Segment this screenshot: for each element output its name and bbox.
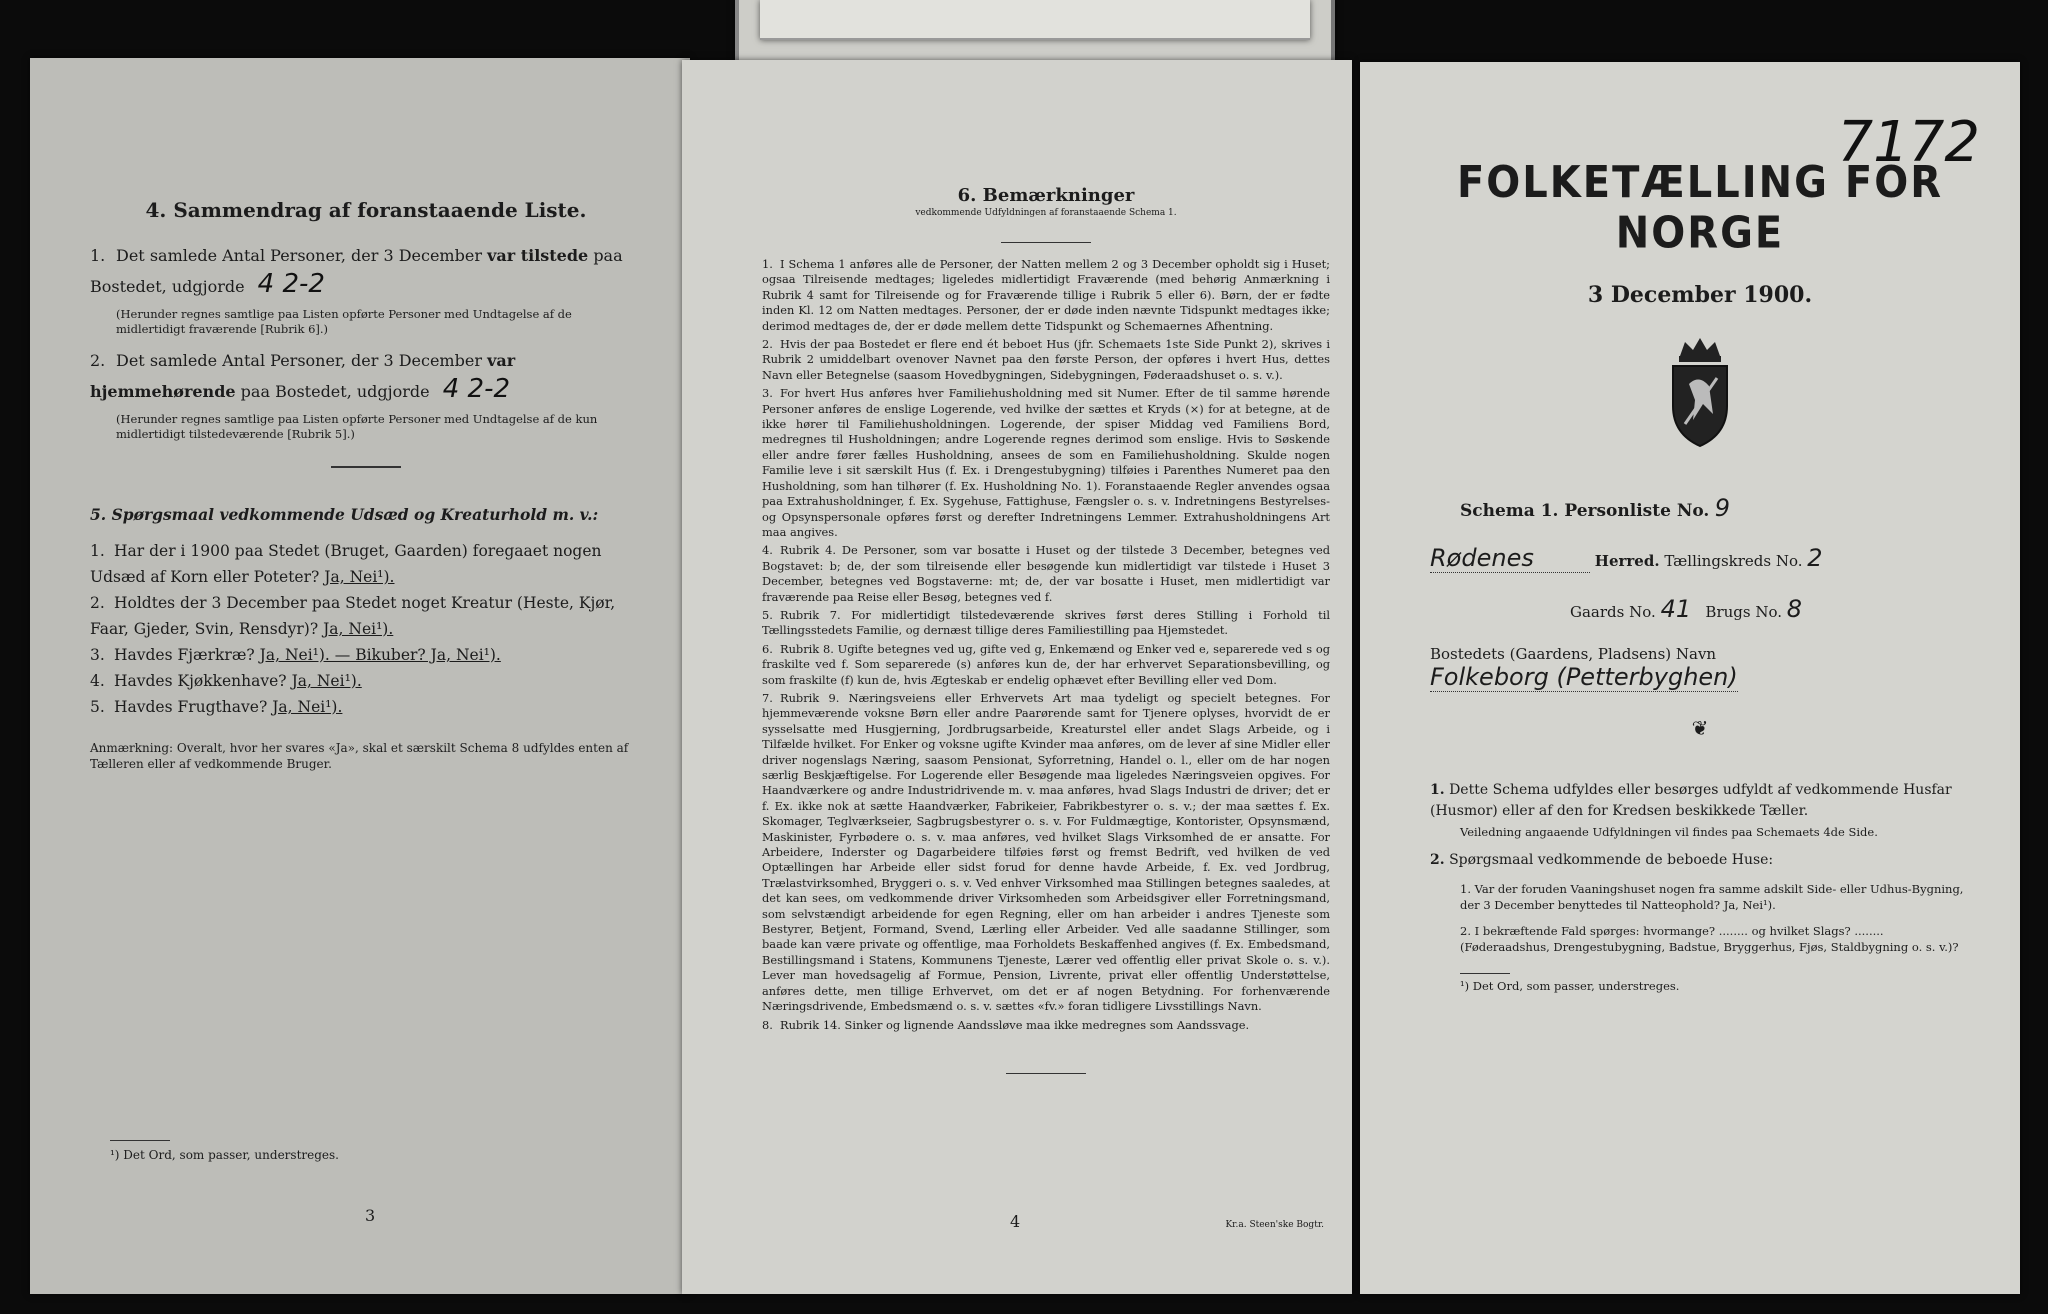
- remarks-list: [762, 257, 1330, 1033]
- footnote-rule: [1460, 973, 1510, 974]
- gaard-number: 41: [1660, 595, 1692, 623]
- footnote-rule: [110, 1140, 170, 1141]
- end-rule: [1006, 1073, 1086, 1074]
- herred-row: Rødenes Herred. Tællingskreds No. 2: [1430, 544, 1823, 572]
- divider: [331, 466, 401, 468]
- summary-item-1: 1. Det samlede Antal Personer, der 3 December var tilstede paa Bostedet, udgjorde 4 2-2: [90, 246, 623, 299]
- questions-heading: 5. Spørgsmaal vedkommende Udsæd og Kreaturhold m. v.:: [90, 505, 599, 524]
- question-2: 2. Holdtes der 3 December paa Stedet noget Kreatur (Heste, Kjør, Faar, Gjeder, Svin, Rensdyr)? Ja, Nei¹).: [90, 594, 616, 638]
- handwritten-count: 4 2-2: [257, 269, 325, 299]
- instruction-2a: 1. Var der foruden Vaaningshuset nogen fra samme adskilt Side- eller Udhus-Bygning, der 3 December benyttedes til Natteophold? Ja, Nei¹).: [1460, 882, 1964, 912]
- right-page: [1360, 62, 2020, 1294]
- page-number: 4: [1010, 1212, 1021, 1231]
- footnote: ¹) Det Ord, som passer, understreges.: [110, 1148, 339, 1162]
- remark: Anmærkning: Overalt, hvor her svares «Ja», skal et særskilt Schema 8 udfyldes enten af Tælleren eller af vedkommende Bruger.: [90, 741, 629, 771]
- remarks-subtitle: vedkommende Udfyldningen af foranstaaende Schema 1.: [915, 208, 1177, 218]
- remark-item: 5. Rubrik 7. For midlertidigt tilstedeværende skrives først deres Stilling i Forhold til Tællingsstedets Familie, og dernæst tillige deres Familiestilling paa Hjemstedet.: [762, 607, 1330, 638]
- remarks-title: 6. Bemærkninger: [957, 185, 1135, 206]
- bosted-value: Folkeborg (Petterbyghen): [1430, 663, 1738, 691]
- back-page-edge-inner: [760, 0, 1310, 40]
- instruction-2: 2. Spørgsmaal vedkommende de beboede Huse:: [1430, 852, 1774, 868]
- bosted-row: Bostedets (Gaardens, Pladsens) Navn Folkeborg (Petterbyghen): [1430, 645, 1738, 691]
- remark-item: 3. For hvert Hus anføres hver Familiehusholdning med sit Numer. Efter de til samme hørende Personer anføres de enslige Logerende, ved hvilke der sættes et Kryds (×) for at betegne, at de ikke hører til Familiehusholdningen. Logerende, der spiser Middag ved Familiens Bord, medregnes til Husholdningen; andre Logerende regnes derimod som enslige. Hvis to Søskende eller andre fører fælles Husholdning, ansees de som en Familiehusholdning. Skulde nogen Familie leve i sit særskilt Hus (f. Ex. i Drengestubygning) tilføies i Parenthes Numeret paa den Husholdning, som han tilhører (f. Ex. Husholdning No. 1). Foranstaaende Regler anvendes ogsaa paa Extrahusholdninger, f. Ex. Sygehuse, Fattighuse, Fængsler o. s. v. Indretningens Bestyrelses- og Opsynspersonale opføres først og derefter Indretningens Lemmer. Extrahusholdningens Art maa angives.: [762, 386, 1330, 539]
- gaard-row: Gaards No. 41 Brugs No. 8: [1570, 595, 1803, 623]
- remark-item: 2. Hvis der paa Bostedet er flere end ét beboet Hus (jfr. Schemaets 1ste Side Punkt 2), skrives i Rubrik 2 umiddelbart ovenover Navnet paa den første Person, der opføres i hvert Hus, dettes Navn eller Betegnelse (saasom Hovedbygningen, Sidebygningen, Føderaadshuset o. s. v.).: [762, 337, 1330, 382]
- summary-item-2: 2. Det samlede Antal Personer, der 3 December var hjemmehørende paa Bostedet, udgjorde 4 2-2: [90, 347, 642, 406]
- norwegian-coat-of-arms-icon: [1655, 334, 1745, 454]
- handwritten-count: 4 2-2: [442, 374, 510, 404]
- summary-heading: 4. Sammendrag af foranstaaende Liste.: [145, 198, 587, 222]
- remark-item: 1. I Schema 1 anføres alle de Personer, der Natten mellem 2 og 3 December opholdt sig i Huset; ogsaa Tilreisende medtages; ligeledes midlertidigt Fraværende (med behørig Anmærkning i Rubrik 4 samt for Tilreisende og for Fraværende tillige i Rubrik 5 eller 6). Børn, der er fødte inden Kl. 12 om Natten medtages. Personer, der er døde inden nævnte Tidspunkt medtages ikke; derimod medtages de, der er døde mellem dette Tidspunkt og Schemaernes Afhentning.: [762, 257, 1330, 333]
- question-5: 5. Havdes Frugthave? Ja, Nei¹).: [90, 698, 343, 716]
- summary-note-2: (Herunder regnes samtlige paa Listen opførte Personer med Undtagelse af de kun midlertidigt tilstedeværende [Rubrik 5].): [116, 412, 598, 441]
- instruction-2b: 2. I bekræftende Fald spørges: hvormange? ........ og hvilket Slags? ........ (Føderaadshus, Drengestubygning, Badstue, Bryggerhus, Fjøs, Staldbygning o. s. v.)?: [1460, 924, 1959, 954]
- remark-item: 4. Rubrik 4. De Personer, som var bosatte i Huset og der tilstede 3 December, betegnes ved Bogstavet: b; de, der som tilreisende eller besøgende kun midlertidigt var tilstede i Huset 3 December, betegnes ved Bogstaverne: mt; de, der var bosatte i Huset, men midlertidigt var fraværende paa Reise eller Besøg, betegnes ved f.: [762, 543, 1330, 604]
- fleuron-icon: ❦: [1691, 716, 1709, 740]
- left-page: [30, 58, 690, 1294]
- brug-number: 8: [1786, 595, 1803, 623]
- summary-note-1: (Herunder regnes samtlige paa Listen opførte Personer med Undtagelse af de midlertidigt fraværende [Rubrik 6].): [116, 307, 572, 336]
- instruction-1: 1. Dette Schema udfyldes eller besørges udfyldt af vedkommende Husfar (Husmor) eller af den for Kredsen beskikkede Tæller.: [1430, 782, 1952, 819]
- personliste-number: 9: [1714, 494, 1731, 522]
- herred-value: Rødenes: [1430, 544, 1590, 573]
- census-title: FOLKETÆLLING FOR NORGE: [1456, 157, 1944, 259]
- title-rule: [1001, 242, 1091, 243]
- printer-mark: Kr.a. Steen'ske Bogtr.: [1225, 1220, 1324, 1230]
- census-date: 3 December 1900.: [1587, 282, 1813, 308]
- question-4: 4. Havdes Kjøkkenhave? Ja, Nei¹).: [90, 672, 362, 690]
- remark-item: 8. Rubrik 14. Sinker og lignende Aandssløve maa ikke medregnes som Aandssvage.: [762, 1017, 1250, 1032]
- question-3: 3. Havdes Fjærkræ? Ja, Nei¹). — Bikuber? Ja, Nei¹).: [90, 646, 501, 664]
- middle-page: [682, 60, 1352, 1294]
- remark-item: 6. Rubrik 8. Ugifte betegnes ved ug, gifte ved g, Enkemænd og Enker ved e, separerede ved s og fraskilte ved f. Som separerede (s) anføres kun de, der har erhvervet Separationsbevilling, og som fraskilte (f) kun de, hvis Ægteskab er endelig ophævet efter Bevilling eller ved Dom.: [762, 641, 1330, 687]
- question-1: 1. Har der i 1900 paa Stedet (Bruget, Gaarden) foregaaet nogen Udsæd af Korn eller Poteter? Ja, Nei¹).: [90, 542, 602, 586]
- footnote: ¹) Det Ord, som passer, understreges.: [1460, 979, 1680, 993]
- kreds-number: 2: [1807, 544, 1823, 572]
- page-number: 3: [365, 1206, 376, 1225]
- schema-row: Schema 1. Personliste No. 9: [1460, 494, 1731, 522]
- archive-number: 7172: [1837, 110, 1980, 175]
- remark-item: 7. Rubrik 9. Næringsveiens eller Erhvervets Art maa tydeligt og specielt betegnes. For hjemmeværende voksne Børn eller andre Paarørende samt for Tjenere oplyses, hvorvidt de er sysselsatte med Husgjerning, Jordbrugsarbeide, Kreaturstel eller andet Slags Arbeide, og i Tilfælde hvilket. For Enker og voksne ugifte Kvinder maa anføres, om de lever af sine Midler eller driver nogenslags Næring, saasom Pensionat, Syforretning, Handel o. l., eller om de har nogen særlig Beskjæftigelse. For Logerende eller Besøgende maa ligeledes Næringsveien opgives. For Haandværkere og andre Industridrivende m. v. maa anføres, hvad Slags Industri de driver; det er f. Ex. ikke nok at sætte Haandværker, Fabrikeier, Fabrikbestyrer o. s. v.; der maa sættes f. Ex. Skomager, Teglværkseier, Sagbrugsbestyrer o. s. v. For Fuldmægtige, Kontorister, Opsynsmænd, Maskinister, Fyrbødere o. s. v. maa anføres, ved hvilket Slags Virksomhed de er ansatte. For Arbeidere, Inderster og Dagarbeidere tilføies først og fremst Bedrift, ved hvilken de ved Optællingen har Arbeide eller sidst forud for denne havde Arbeide, f. Ex. ved Jordbrug, Trælastvirksomhed, Bryggeri o. s. v. Ved enhver Virksomhed maa Stillingen betegnes saaledes, at det kan sees, om vedkommende driver Virksomheden som Arbeidsgiver eller Forretningsmand, som selvstændigt arbeidende for egen Regning, eller om han arbeider i andres Tjeneste som Bestyrer, Betjent, Formand, Svend, Lærling eller Arbeider. Ved alle saadanne Stillinger, som baade kan være private og offentlige, maa Forholdets Beskaffenhed angives (f. Ex. Embedsmand, Bestillingsmand i Statens, Kommunens Tjeneste, Lærer ved offentlig eller privat Skole o. s. v.). Lever man hovedsagelig af Formue, Pension, Livrente, privat eller offentlig Understøttelse, anføres dette, men tillige Erhvervet, om det er af nogen Betydning. For forhenværende Næringsdrivende, Embedsmænd o. s. v. sættes «fv.» foran tidligere Livsstillings Navn.: [762, 690, 1330, 1014]
- instruction-1-note: Veiledning angaaende Udfyldningen vil findes paa Schemaets 4de Side.: [1460, 825, 1878, 839]
